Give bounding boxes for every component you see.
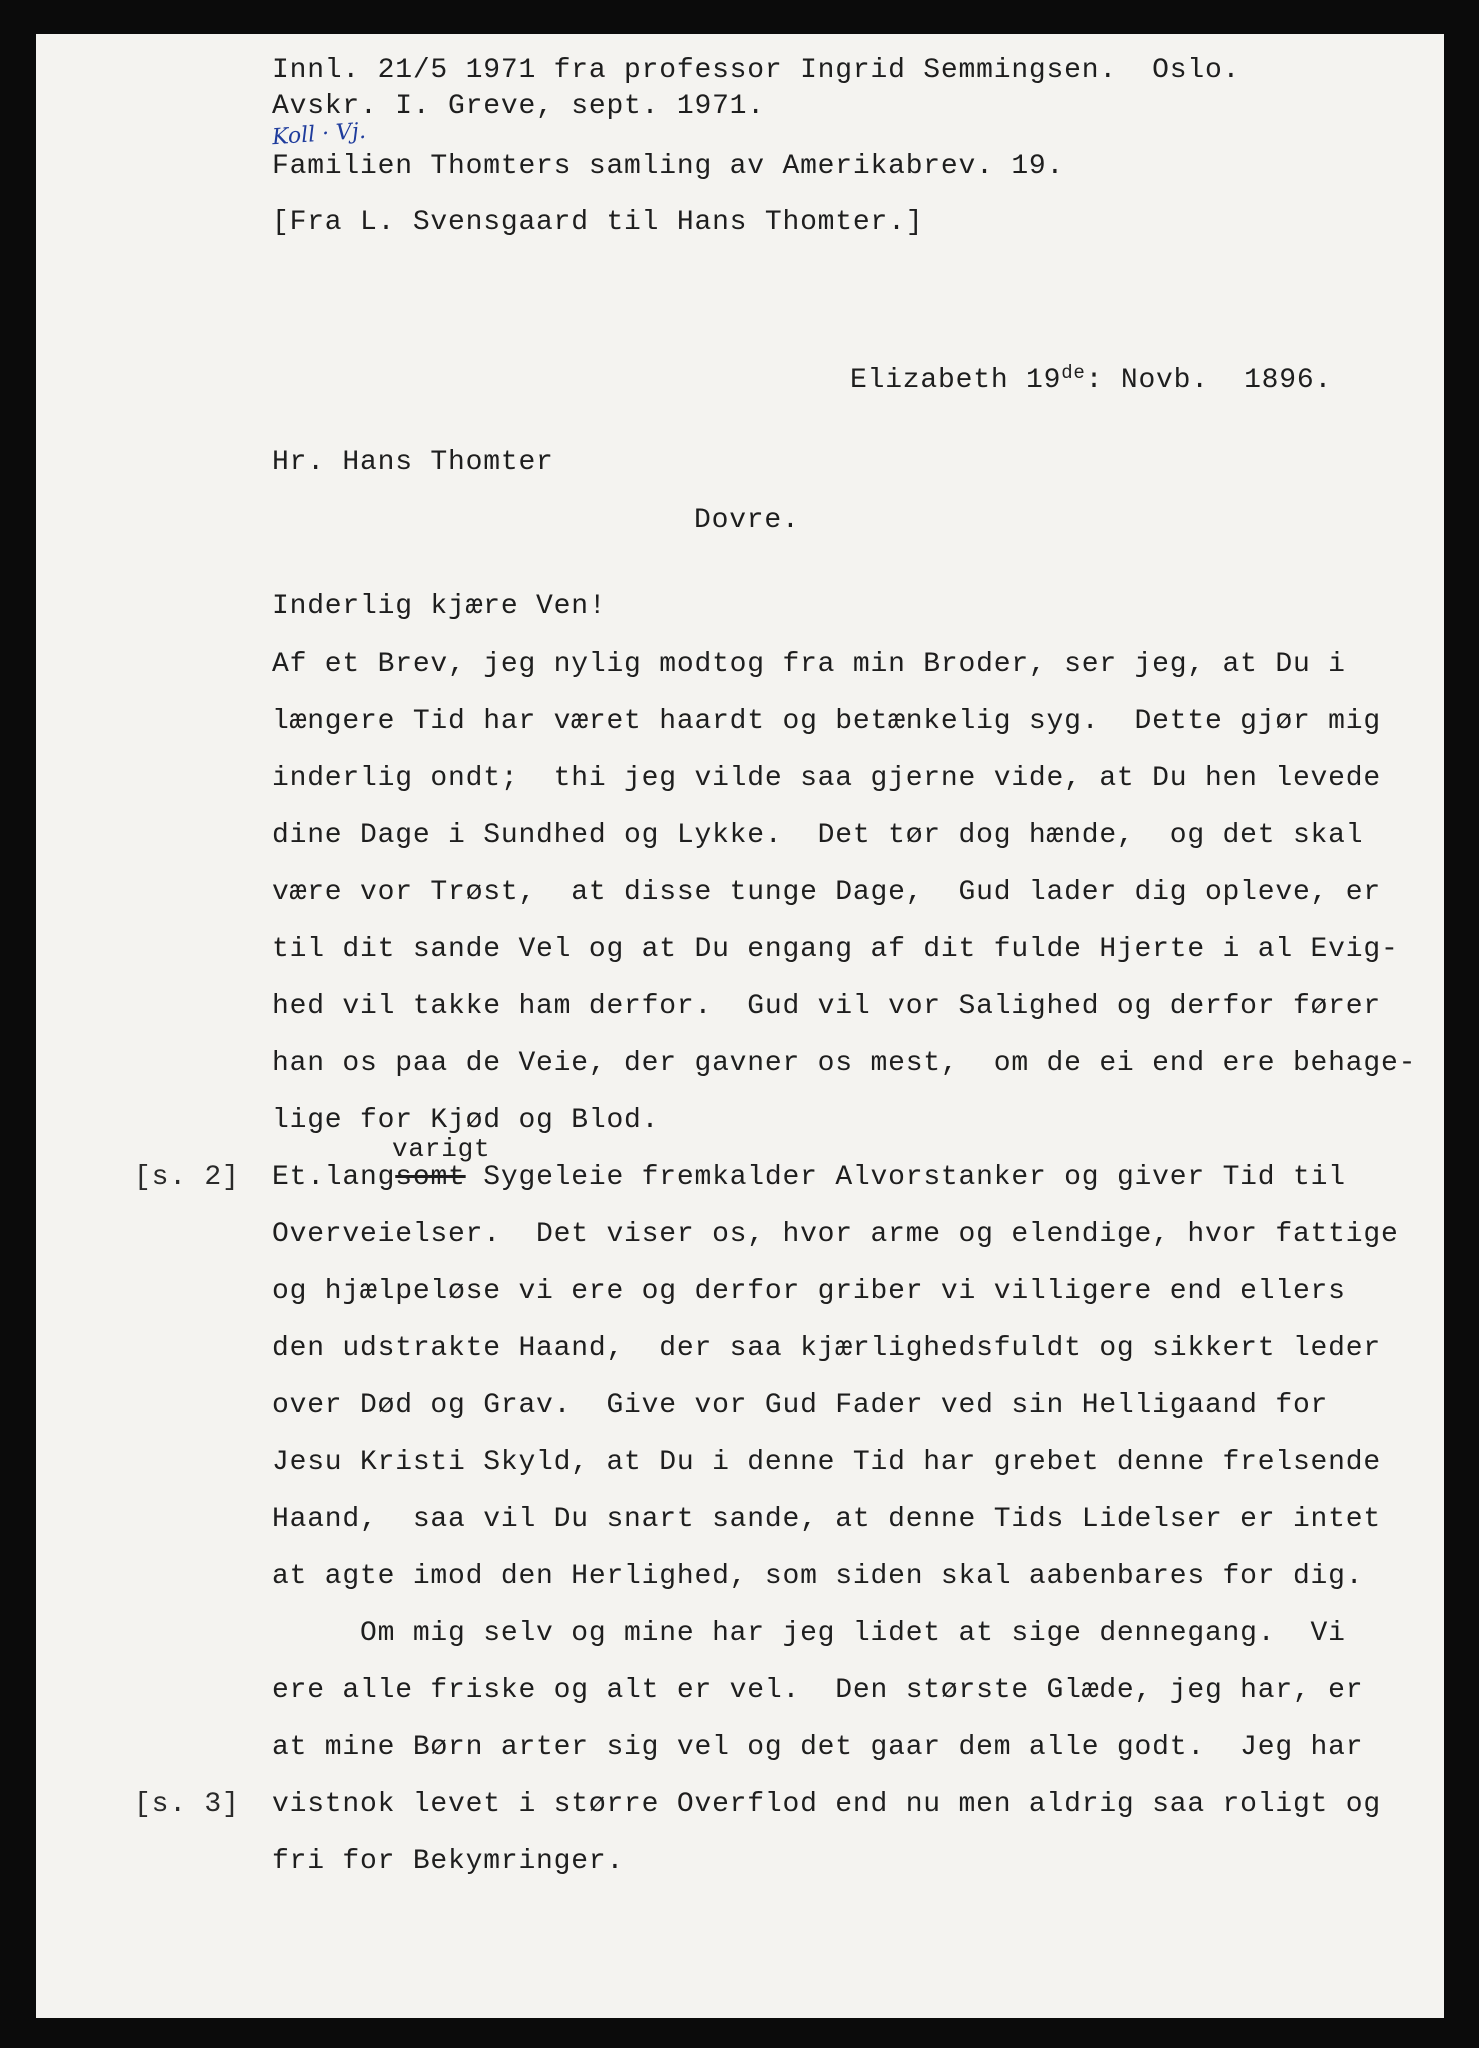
letter-line: fri for Bekymringer. <box>272 1846 625 1877</box>
header-line-1: Innl. 21/5 1971 fra professor Ingrid Semmingsen. Oslo. <box>272 55 1241 86</box>
collection-title: Familien Thomters samling av Amerikabrev. 19. <box>272 151 1065 182</box>
letter-line: inderlig ondt; thi jeg vilde saa gjerne vide, at Du hen levede <box>272 763 1381 794</box>
addressee-place: Dovre. <box>694 505 800 536</box>
dateline-rest: : Novb. 1896. <box>1085 365 1333 396</box>
sender-note: [Fra L. Svensgaard til Hans Thomter.] <box>272 207 924 238</box>
inserted-word: varigt <box>392 1134 491 1164</box>
letter-line: Om mig selv og mine har jeg lidet at sige dennegang. Vi <box>272 1618 1346 1649</box>
letter-line: lige for Kjød og Blod. <box>272 1105 660 1136</box>
dateline-place-day: Elizabeth 19 <box>850 365 1062 396</box>
letter-line <box>272 1161 1346 1195</box>
letter-line: være vor Trøst, at disse tunge Dage, Gud lader dig opleve, er <box>272 877 1381 908</box>
handwritten-note: Koll · Vj. <box>271 118 367 151</box>
letter-line: dine Dage i Sundhed og Lykke. Det tør dog hænde, og det skal <box>272 820 1364 851</box>
header-line-2: Avskr. I. Greve, sept. 1971. <box>272 91 765 122</box>
letter-line: at agte imod den Herlighed, som siden skal aabenbares for dig. <box>272 1561 1364 1592</box>
letter-line: ere alle friske og alt er vel. Den største Glæde, jeg har, er <box>272 1675 1364 1706</box>
page-marker-s2: [s. 2] <box>134 1162 240 1193</box>
first-line-rest: Sygeleie fremkalder Alvorstanker og giver Tid til <box>465 1162 1346 1193</box>
letter-line: Haand, saa vil Du snart sande, at denne Tids Lidelser er intet <box>272 1504 1381 1535</box>
page-marker-s3: [s. 3] <box>134 1789 240 1820</box>
addressee-name: Hr. Hans Thomter <box>272 447 554 478</box>
letter-line: og hjælpeløse vi ere og derfor griber vi villigere end ellers <box>272 1276 1346 1307</box>
first-word-pre: Et.lang <box>272 1162 396 1193</box>
letter-line: den udstrakte Haand, der saa kjærlighedsfuldt og sikkert leder <box>272 1333 1381 1364</box>
letter-line: over Død og Grav. Give vor Gud Fader ved sin Helligaand for <box>272 1390 1329 1421</box>
letter-line: at mine Børn arter sig vel og det gaar dem alle godt. Jeg har <box>272 1732 1364 1763</box>
salutation: Inderlig kjære Ven! <box>272 591 607 622</box>
struck-word: somt <box>395 1162 466 1193</box>
document-page <box>36 34 1444 2018</box>
letter-line: vistnok levet i større Overflod end nu men aldrig saa roligt og <box>272 1789 1381 1820</box>
letter-line: Af et Brev, jeg nylig modtog fra min Broder, ser jeg, at Du i <box>272 649 1346 680</box>
letter-line: Overveielser. Det viser os, hvor arme og elendige, hvor fattige <box>272 1219 1399 1250</box>
letter-line: længere Tid har været haardt og betænkelig syg. Dette gjør mig <box>272 706 1381 737</box>
dateline <box>850 364 1332 398</box>
letter-line: hed vil takke ham derfor. Gud vil vor Salighed og derfor fører <box>272 991 1381 1022</box>
dateline-ordinal: de <box>1061 362 1086 384</box>
letter-line: til dit sande Vel og at Du engang af dit fulde Hjerte i al Evig- <box>272 934 1399 965</box>
letter-line: han os paa de Veie, der gavner os mest, om de ei end ere behage- <box>272 1048 1417 1079</box>
letter-line: Jesu Kristi Skyld, at Du i denne Tid har grebet denne frelsende <box>272 1447 1381 1478</box>
